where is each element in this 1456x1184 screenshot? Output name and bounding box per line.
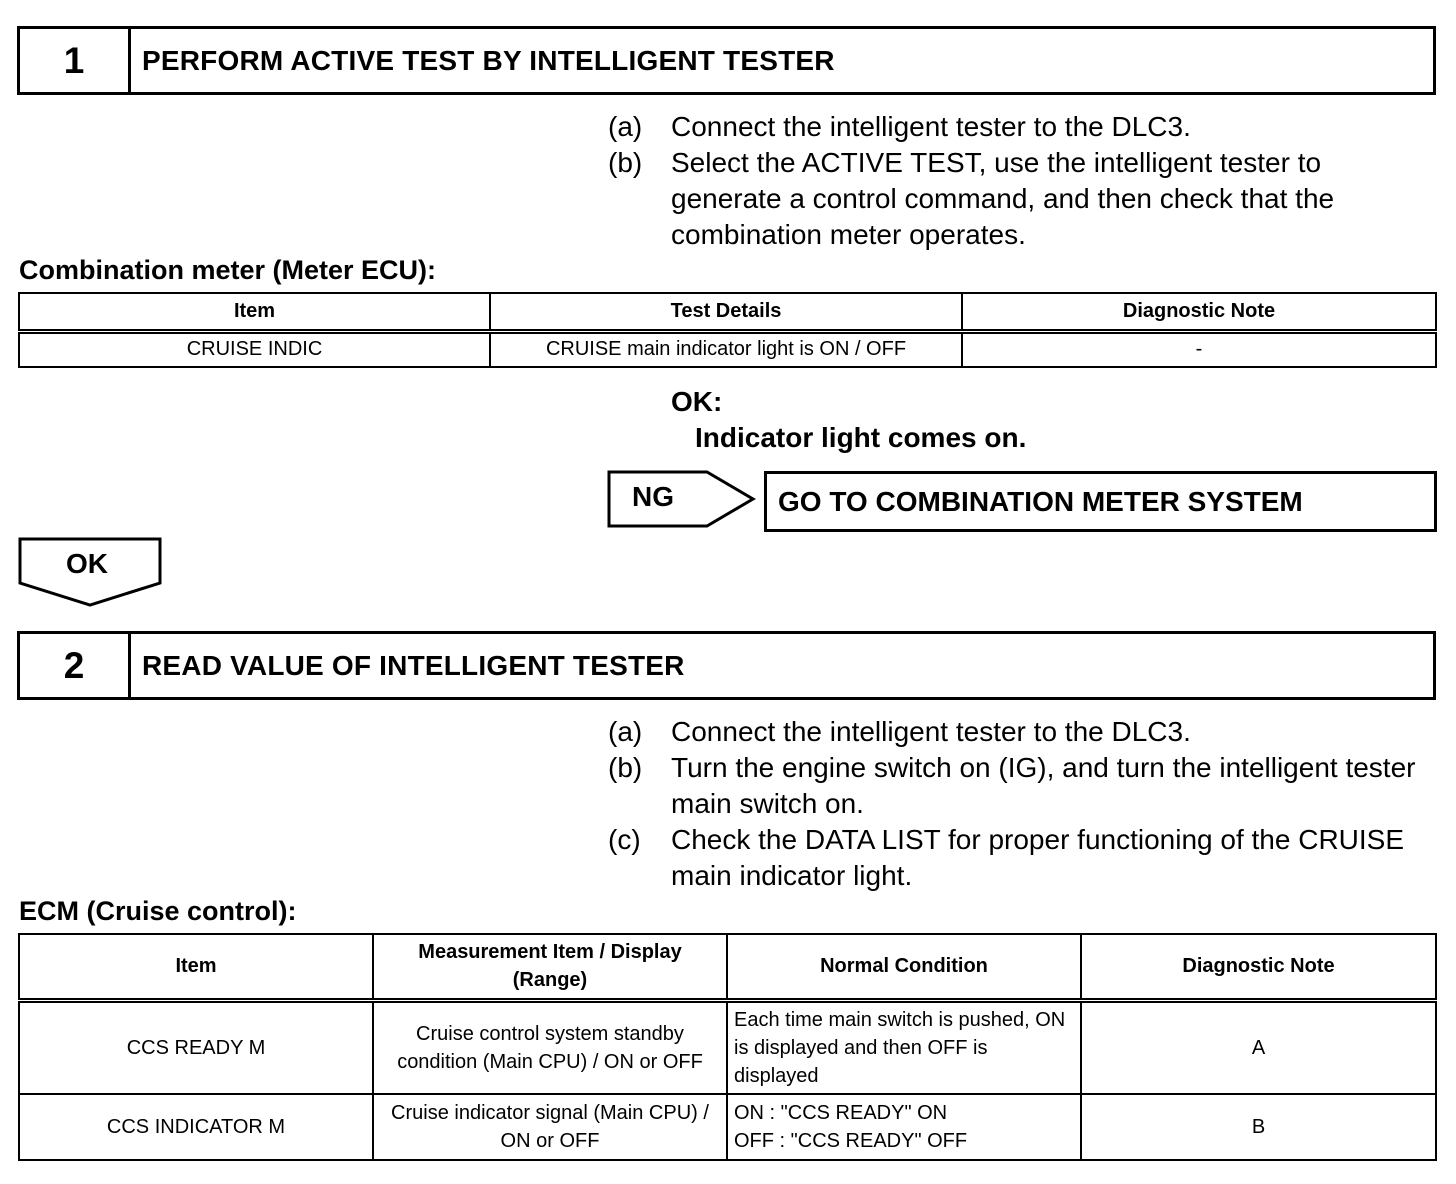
step-number: 2 [20, 634, 131, 697]
cell-test-details: CRUISE main indicator light is ON / OFF [490, 331, 962, 367]
instruction-item [608, 109, 1428, 145]
step-number: 1 [20, 29, 131, 92]
step-1-instructions [608, 109, 1428, 253]
header-diagnostic-note: Diagnostic Note [1081, 934, 1436, 1000]
ok-arrow-label: OK [66, 548, 108, 579]
instruction-item [608, 714, 1428, 750]
instruction-letter: (a) [608, 111, 643, 142]
step-2-header [17, 631, 1436, 700]
header-diagnostic-note: Diagnostic Note [962, 293, 1436, 331]
cell-normal-condition: Each time main switch is pushed, ON is displayed and then OFF is displayed [727, 1000, 1081, 1094]
cell-diagnostic-note: A [1081, 1000, 1436, 1094]
instruction-item [608, 822, 1428, 894]
cell-measurement-item: Cruise indicator signal (Main CPU) / ON or OFF [373, 1094, 727, 1160]
instruction-text: Connect the intelligent tester to the DLC3. [671, 111, 1191, 142]
instruction-text: Select the ACTIVE TEST, use the intelligent tester to generate a control command, and then check that the combination meter operates. [671, 147, 1335, 250]
instruction-item [608, 145, 1428, 253]
table-header-row [19, 293, 1436, 331]
ng-action-box: GO TO COMBINATION METER SYSTEM [764, 471, 1437, 532]
data-list-table [18, 933, 1437, 1161]
cell-item: CCS INDICATOR M [19, 1094, 373, 1160]
step-1-header [17, 26, 1436, 95]
step-2-instructions [608, 714, 1428, 894]
step-title: PERFORM ACTIVE TEST BY INTELLIGENT TESTER [142, 44, 835, 76]
active-test-table [18, 292, 1437, 368]
cell-measurement-item: Cruise control system standby condition (Main CPU) / ON or OFF [373, 1000, 727, 1094]
ng-label: NG [632, 481, 674, 512]
table-row [19, 1094, 1436, 1160]
cell-item: CRUISE INDIC [19, 331, 490, 367]
instruction-text: Check the DATA LIST for proper functioning of the CRUISE main indicator light. [671, 824, 1405, 891]
instruction-item [608, 750, 1428, 822]
step-title: READ VALUE OF INTELLIGENT TESTER [142, 649, 685, 681]
instruction-letter: (a) [608, 716, 643, 747]
instruction-letter: (b) [608, 147, 643, 178]
header-item: Item [19, 293, 490, 331]
header-normal-condition: Normal Condition [727, 934, 1081, 1000]
cell-diagnostic-note: B [1081, 1094, 1436, 1160]
combination-meter-label: Combination meter (Meter ECU): [19, 255, 437, 285]
table-row [19, 1000, 1436, 1094]
cell-item: CCS READY M [19, 1000, 373, 1094]
header-item: Item [19, 934, 373, 1000]
cell-normal-condition: ON : "CCS READY" ON OFF : "CCS READY" OFF [727, 1094, 1081, 1160]
instruction-text: Turn the engine switch on (IG), and turn the intelligent tester main switch on. [671, 752, 1416, 819]
ok-condition-title: OK: [671, 386, 723, 417]
cell-diagnostic-note: - [962, 331, 1436, 367]
ng-arrow-icon [607, 470, 757, 528]
header-measurement-item: Measurement Item / Display (Range) [373, 934, 727, 1000]
instruction-letter: (c) [608, 824, 641, 855]
instruction-text: Connect the intelligent tester to the DLC3. [671, 716, 1191, 747]
header-test-details: Test Details [490, 293, 962, 331]
ecm-label: ECM (Cruise control): [19, 896, 297, 926]
instruction-letter: (b) [608, 752, 643, 783]
ok-condition-text: Indicator light comes on. [695, 422, 1027, 453]
table-header-row [19, 934, 1436, 1000]
table-row [19, 331, 1436, 367]
